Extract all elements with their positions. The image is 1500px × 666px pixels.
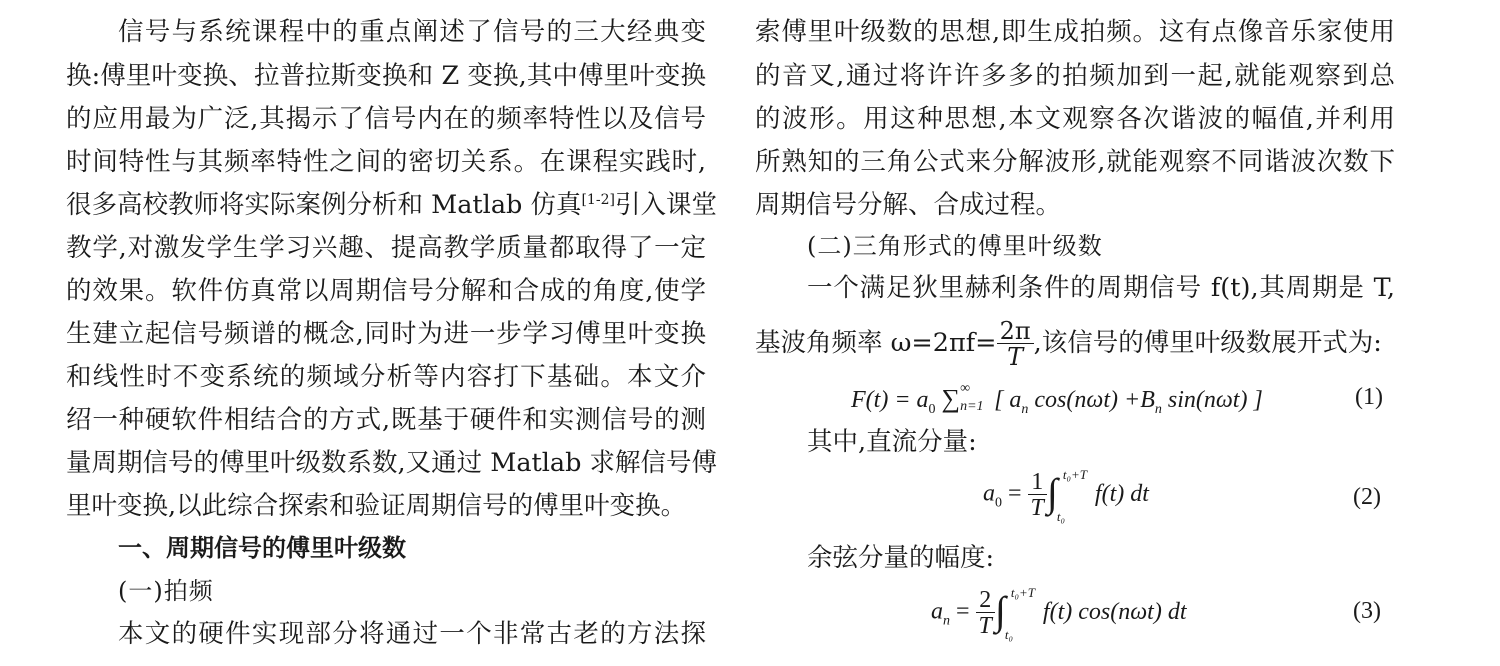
fraction-denominator: T: [978, 613, 992, 639]
equation-3: [931, 585, 1187, 642]
section-heading: 一、周期信号的傅里叶级数: [118, 534, 406, 562]
text-segment: 引入课堂: [614, 190, 717, 220]
text-line: 里叶变换,以此综合探索和验证周期信号的傅里叶变换。: [66, 491, 687, 521]
eq-subscript: 0: [928, 401, 936, 417]
equation-number: (2): [1353, 484, 1381, 510]
integral: ∫ t₀+T t₀: [994, 585, 1036, 642]
citation: [1-2]: [581, 192, 615, 208]
eq-text: F(t) = a: [851, 387, 929, 413]
fraction-denominator: T: [1030, 495, 1044, 521]
integral-upper-limit: t₀+T: [1062, 467, 1088, 482]
text-line: 周期信号分解、合成过程。: [755, 190, 1062, 220]
eq-text: sin(nωt) ]: [1167, 387, 1263, 413]
fraction: [997, 319, 1034, 369]
subsection-heading: (二)三角形式的傅里叶级数: [807, 232, 1103, 260]
fraction-numerator: 1: [1028, 470, 1047, 495]
text-segment: 很多高校教师将实际案例分析和 Matlab 仿真: [66, 190, 582, 220]
fraction: [1028, 470, 1047, 520]
eq-equals: =: [950, 598, 976, 625]
eq-text: f(t) cos(nωt) dt: [1042, 598, 1187, 625]
text-segment: 基波角频率 ω=2πf=: [755, 328, 997, 358]
equation-2: [983, 467, 1149, 524]
equation-number: (1): [1355, 384, 1383, 410]
integral-upper-limit: t₀+T: [1010, 585, 1036, 600]
fraction-denominator: T: [1007, 343, 1024, 371]
fraction-numerator: 2π: [997, 319, 1034, 344]
fraction-numerator: 2: [976, 588, 995, 613]
eq-subscript: n: [1154, 401, 1162, 417]
text-segment: ,该信号的傅里叶级数展开式为:: [1033, 328, 1382, 358]
integral-lower-limit: t₀: [1056, 509, 1066, 524]
text-line-with-citation: [66, 187, 717, 223]
equation-1: [851, 381, 1263, 418]
fraction: [976, 588, 995, 638]
eq-equals: =: [1002, 480, 1028, 507]
text-line: 换:傅里叶变换、拉普拉斯变换和 Z 变换,其中傅里叶变换: [66, 61, 706, 91]
text-line: 信号与系统课程中的重点阐述了信号的三大经典变: [118, 17, 706, 47]
text-line: 和线性时不变系统的频域分析等内容打下基础。本文介: [66, 362, 706, 392]
eq-subscript: 0: [995, 495, 1002, 511]
text-line: 所熟知的三角公式来分解波形,就能观察不同谐波次数下: [755, 147, 1395, 177]
text-line: 的效果。软件仿真常以周期信号分解和合成的角度,使学: [66, 276, 706, 306]
subsection-heading: (一)拍频: [118, 577, 214, 605]
text-line: 时间特性与其频率特性之间的密切关系。在课程实践时,: [66, 147, 706, 177]
text-line: 的音叉,通过将许许多多的拍频加到一起,就能观察到总: [755, 61, 1395, 91]
eq-text: a: [983, 480, 995, 507]
eq-text: f(t) dt: [1094, 480, 1149, 507]
text-line: 本文的硬件实现部分将通过一个非常古老的方法探: [118, 619, 706, 649]
text-line: 的应用最为广泛,其揭示了信号内在的频率特性以及信号: [66, 104, 706, 134]
sum-lower-limit: n=1: [960, 399, 984, 415]
text-line: 其中,直流分量:: [807, 427, 977, 457]
eq-text: cos(nωt) +B: [1034, 387, 1155, 413]
eq-subscript: n: [943, 613, 950, 629]
eq-text: [ a: [994, 387, 1022, 413]
text-line: 量周期信号的傅里叶级数系数,又通过 Matlab 求解信号傅: [66, 448, 718, 478]
sum-upper-limit: ∞: [960, 381, 971, 397]
text-line: 的波形。用这种思想,本文观察各次谐波的幅值,并利用: [755, 104, 1395, 134]
text-line: 绍一种硬软件相结合的方式,既基于硬件和实测信号的测: [66, 405, 706, 435]
text-line: 余弦分量的幅度:: [807, 543, 995, 573]
text-line: 索傅里叶级数的思想,即生成拍频。这有点像音乐家使用: [755, 17, 1395, 47]
text-line: 一个满足狄里赫利条件的周期信号 f(t),其周期是 T,: [807, 273, 1395, 303]
eq-text: a: [931, 598, 943, 625]
sum-symbol: ∑: [941, 384, 961, 413]
text-line: 教学,对激发学生学习兴趣、提高教学质量都取得了一定: [66, 233, 706, 263]
text-line: 生建立起信号频谱的概念,同时为进一步学习傅里叶变换: [66, 319, 706, 349]
eq-subscript: n: [1021, 401, 1029, 417]
equation-number: (3): [1353, 598, 1381, 624]
freq-line: [755, 316, 1382, 370]
integral-lower-limit: t₀: [1004, 627, 1014, 642]
integral: ∫ t₀+T t₀: [1046, 467, 1088, 524]
